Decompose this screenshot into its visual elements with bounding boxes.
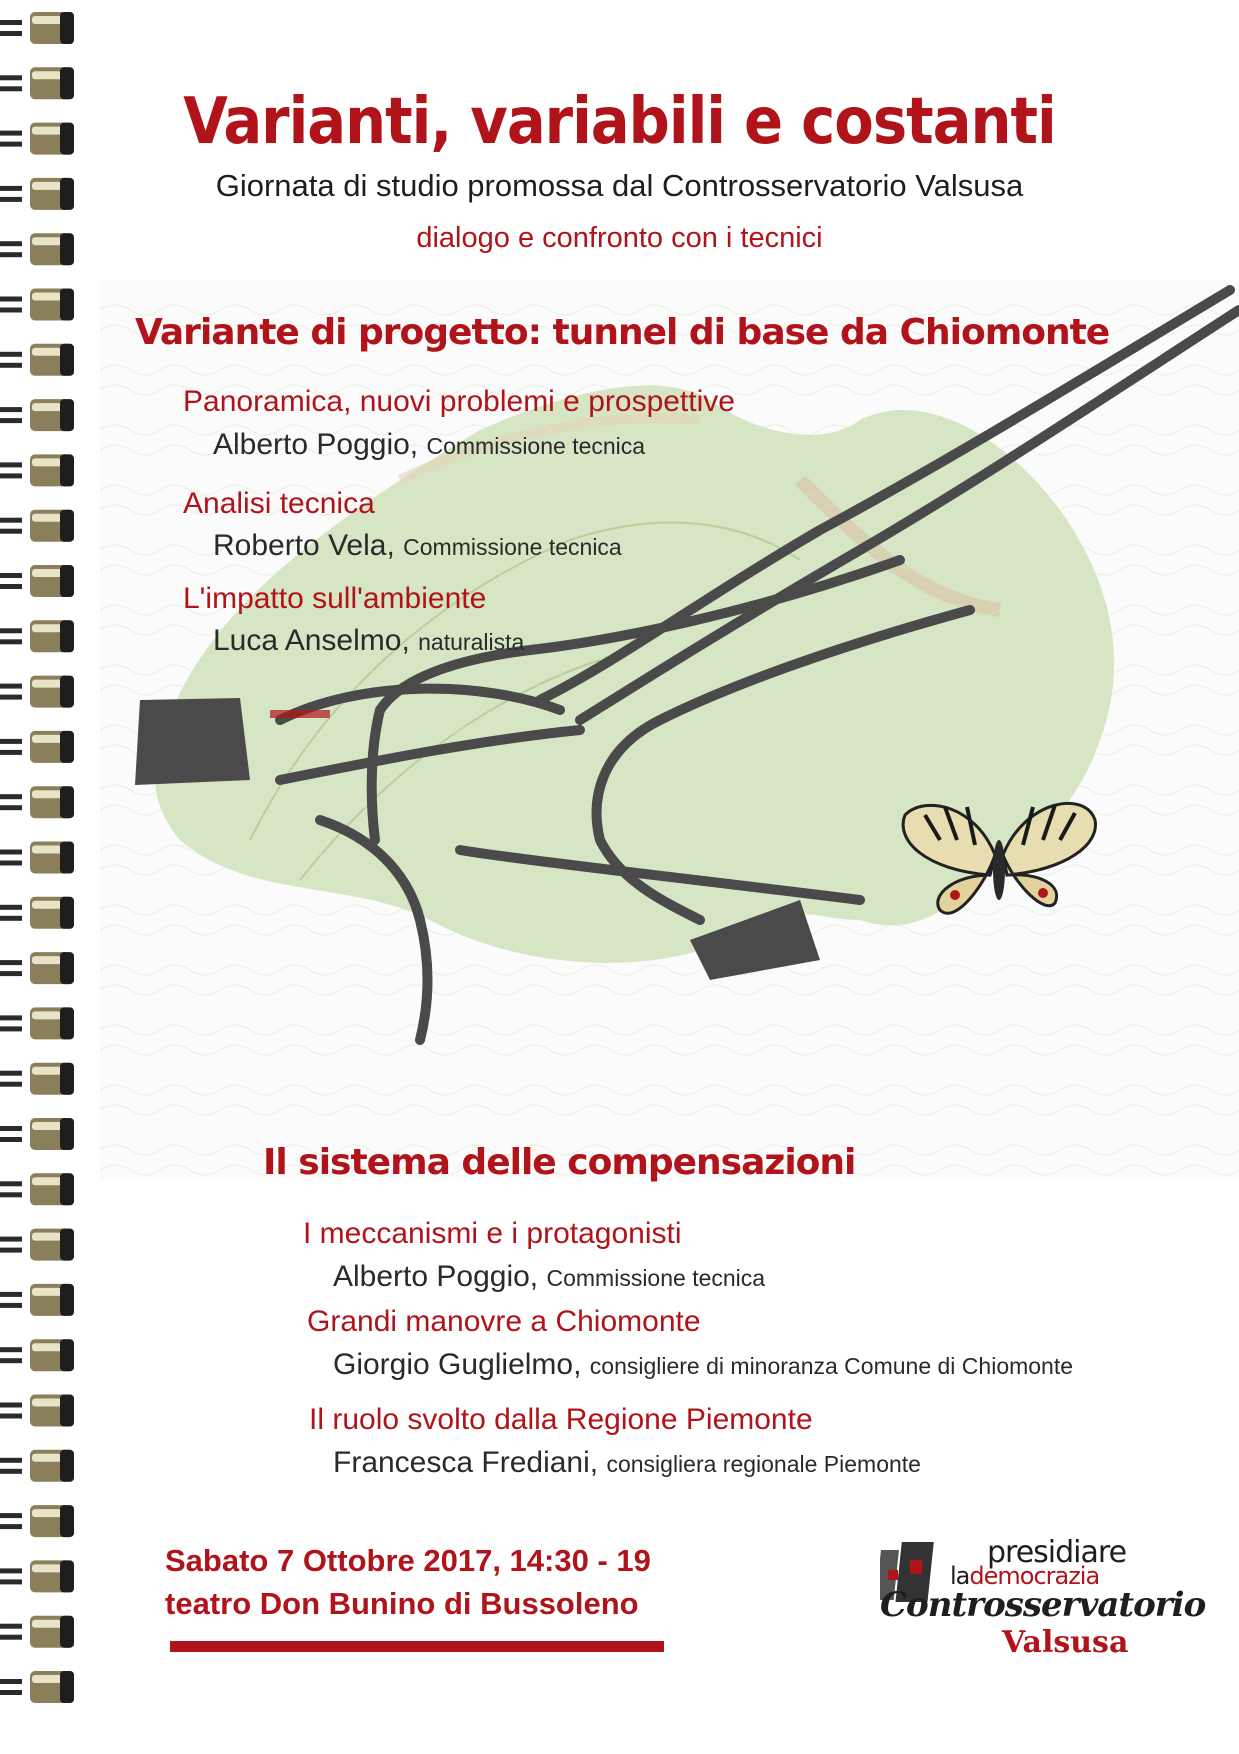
talk-title: Analisi tecnica <box>183 487 375 520</box>
talk-title: I meccanismi e i protagonisti <box>303 1217 682 1250</box>
logo-la: la <box>950 1562 970 1590</box>
tagline: dialogo e confronto con i tecnici <box>416 222 823 254</box>
spiral-ring <box>0 1395 74 1427</box>
speaker-role: Commissione tecnica <box>403 534 622 560</box>
spiral-ring <box>0 344 74 376</box>
talk-speaker <box>333 1348 1073 1382</box>
talk-title: Grandi manovre a Chiomonte <box>307 1305 701 1338</box>
speaker-role: naturalista <box>418 629 525 655</box>
talk-title: L'impatto sull'ambiente <box>183 582 487 615</box>
speaker-name: Roberto Vela, <box>213 529 395 562</box>
spiral-ring <box>0 1063 74 1095</box>
spiral-ring <box>0 1616 74 1648</box>
speaker-role: consigliera regionale Piemonte <box>606 1451 921 1477</box>
talk-speaker <box>333 1446 921 1480</box>
spiral-ring <box>0 731 74 763</box>
spiral-ring <box>0 454 74 486</box>
logo-democrazia: democrazia <box>969 1562 1100 1590</box>
talk-speaker <box>333 1260 765 1294</box>
spiral-ring <box>0 842 74 874</box>
spiral-ring <box>0 289 74 321</box>
spiral-ring <box>0 1560 74 1592</box>
spiral-ring <box>0 786 74 818</box>
divider-line <box>170 1641 664 1652</box>
talk-speaker <box>213 529 622 563</box>
controsservatorio-logo <box>880 1535 1206 1665</box>
spiral-ring <box>0 897 74 929</box>
section-heading-variante: Variante di progetto: tunnel di base da Chiomonte <box>135 312 1110 353</box>
spiral-ring <box>0 399 74 431</box>
tunnel-portal-west <box>135 698 250 785</box>
talk-speaker <box>213 428 645 462</box>
logo-line-valsusa: Valsusa <box>1002 1625 1129 1660</box>
talk-title: Panoramica, nuovi problemi e prospettive <box>183 385 735 418</box>
spiral-ring <box>0 620 74 652</box>
logo-line-controsservatorio: Controsservatorio <box>880 1585 1206 1625</box>
spiral-ring <box>0 565 74 597</box>
speaker-name: Alberto Poggio, <box>333 1260 539 1293</box>
spiral-ring <box>0 1118 74 1150</box>
speaker-role: Commissione tecnica <box>546 1265 766 1291</box>
page-title: Varianti, variabili e costanti <box>183 85 1056 159</box>
spiral-ring <box>0 676 74 708</box>
talk-title: Il ruolo svolto dalla Regione Piemonte <box>309 1403 813 1436</box>
spiral-ring <box>0 1284 74 1316</box>
spiral-ring <box>0 952 74 984</box>
speaker-name: Giorgio Guglielmo, <box>333 1348 582 1381</box>
spiral-ring <box>0 1173 74 1205</box>
spiral-binding <box>0 0 90 1754</box>
speaker-role: consigliere di minoranza Comune di Chiomonte <box>589 1353 1074 1379</box>
spiral-ring <box>0 1671 74 1703</box>
event-venue: teatro Don Bunino di Bussoleno <box>165 1586 639 1621</box>
spiral-ring <box>0 1007 74 1039</box>
speaker-role: Commissione tecnica <box>426 433 646 459</box>
subtitle: Giornata di studio promossa dal Controsservatorio Valsusa <box>215 168 1024 203</box>
speaker-name: Francesca Frediani, <box>333 1446 599 1479</box>
speaker-name: Alberto Poggio, <box>213 428 419 461</box>
spiral-ring <box>0 1339 74 1371</box>
talk-speaker <box>213 624 524 658</box>
spiral-ring <box>0 1505 74 1537</box>
logo-line-presidiare: presidiare <box>987 1535 1127 1570</box>
spiral-ring <box>0 510 74 542</box>
section-heading-compensazioni: Il sistema delle compensazioni <box>263 1142 856 1183</box>
spiral-ring <box>0 1229 74 1261</box>
spiral-ring <box>0 12 74 44</box>
spiral-ring <box>0 1450 74 1482</box>
event-date: Sabato 7 Ottobre 2017, 14:30 - 19 <box>165 1543 651 1578</box>
speaker-name: Luca Anselmo, <box>213 624 410 657</box>
